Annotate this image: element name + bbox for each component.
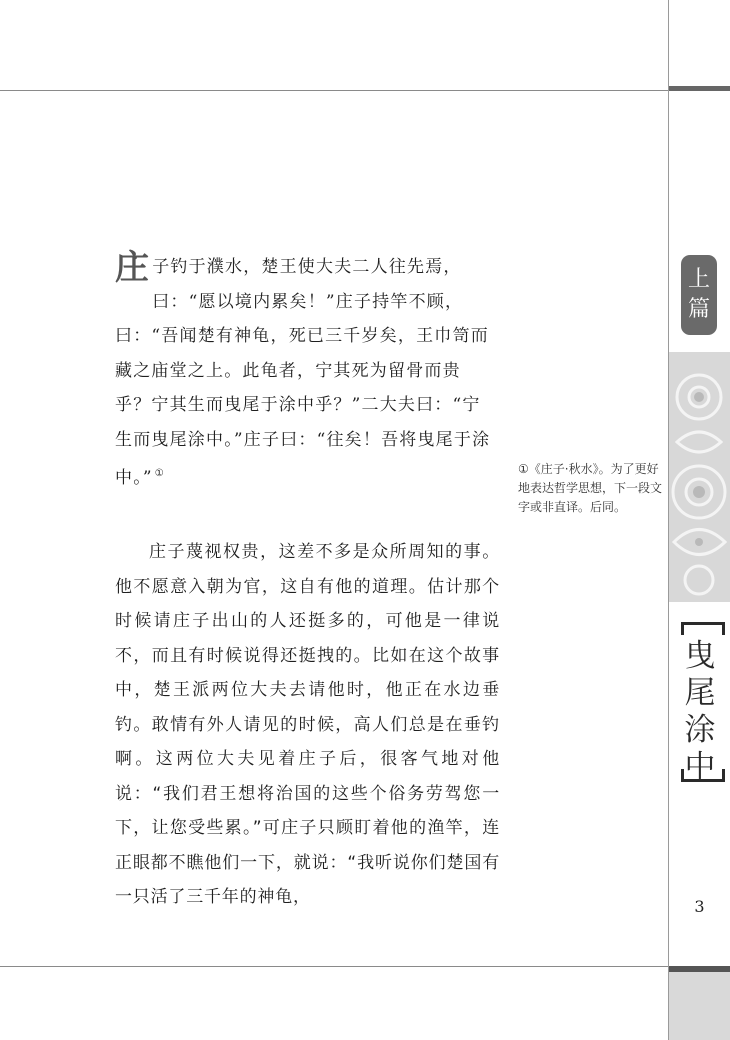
section-tab-label: 上篇 (688, 267, 711, 322)
chapter-title: 曳尾涂中 (684, 638, 716, 785)
quote-text: 子钓于濮水，楚王使大夫二人往先焉，曰：“愿以境内累矣！”庄子持竿不顾，曰：“吾闻楚有神龟，死已三千岁矣，王巾笥而藏之庙堂之上。此龟者，宁其死为留骨而贵乎？宁其生而曳尾于涂中乎？”二大夫曰：“宁生而曳尾涂中。”庄子曰：“往矣！吾将曳尾于涂中。” (115, 257, 491, 488)
side-margin (669, 0, 730, 1040)
bracket-bottom (681, 769, 725, 782)
chapter-title-box (679, 622, 721, 785)
floral-ornament (669, 352, 730, 602)
side-band-bottom (669, 966, 730, 972)
bottom-rule (0, 966, 668, 967)
top-rule (0, 90, 668, 91)
footnote-marker: ① (154, 468, 165, 479)
section-tab (681, 255, 717, 335)
classical-quote (115, 250, 495, 496)
body-paragraph: 庄子蔑视权贵，这差不多是众所周知的事。他不愿意入朝为官，这自有他的道理。估计那个时候请庄子出山的人还挺多的，可他是一律说不，而且有时候说得还挺拽的。比如在这个故事中，楚王派两位大夫去请他时，他正在水边垂钓。敢情有外人请见的时候，高人们总是在垂钓啊。这两位大夫见着庄子后，很客气地对他说：“我们君王想将治国的这些个俗务劳驾您一下，让您受些累。”可庄子只顾盯着他的渔竿，连正眼都不瞧他们一下，就说：“我听说你们楚国有一只活了三千年的神龟， (115, 542, 500, 907)
bracket-top (681, 622, 725, 635)
footnote: ①《庄子·秋水》。为了更好地表达哲学思想，下一段文字或非直译。后同。 (518, 462, 663, 514)
side-gray-footer (669, 966, 730, 1040)
page-number: 3 (694, 897, 705, 916)
side-band-top (669, 86, 730, 91)
drop-cap: 庄 (115, 248, 151, 288)
